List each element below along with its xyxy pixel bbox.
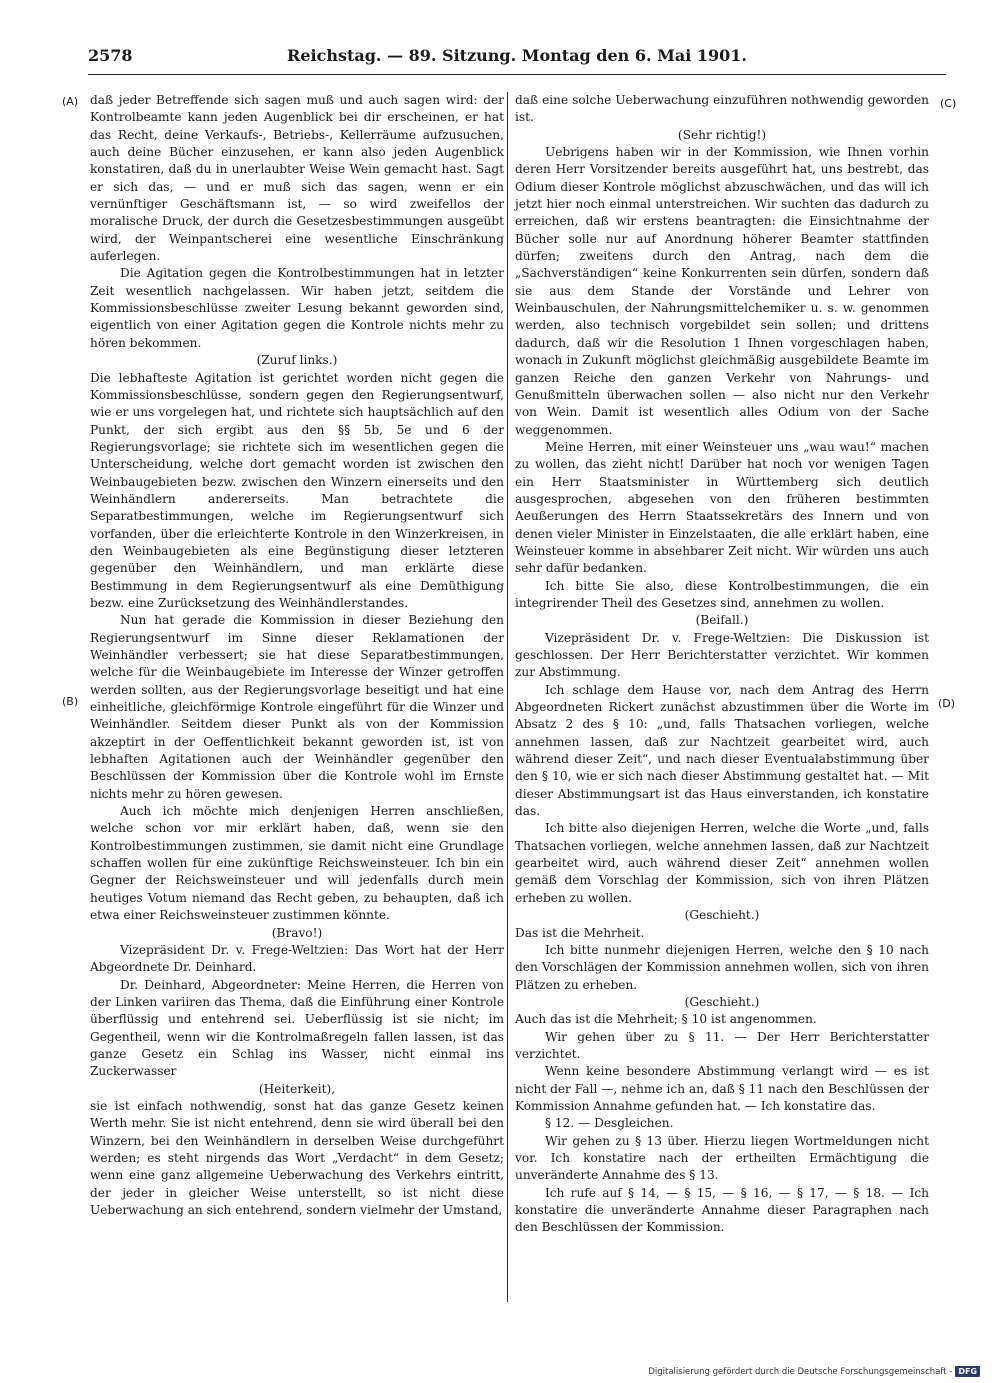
- right-column: [515, 92, 929, 1237]
- paragraph: sie ist einfach nothwendig, sonst hat das ganze Gesetz keinen Werth mehr. Sie ist nicht entehrend, denn sie wird überall bei den Winzern, bei den Weinhändlern in derselben Weise durchgeführt werden; es steht nirgends das Wort „Verdacht“ in dem Gesetz; wenn eine ganz allgemeine Ueberwachung des Verkehrs eintritt, der jeder in gleicher Weise unterstellt, so ist nicht diese Ueberwachung an sich entehrend, sondern vielmehr der Umstand,: [90, 1098, 504, 1217]
- page-footer: [648, 1366, 980, 1377]
- paragraph: Uebrigens haben wir in der Kommission, wie Ihnen vorhin deren Herr Vorsitzender bereits ausgeführt hat, uns bestrebt, das Odium dieser Kontrole möglichst abzuschwächen, und das will ich jetzt hier noch einmal unterstreichen. Wir suchten das dadurch zu erreichen, daß wir erstens beantragten: die Einsichtnahme der Bücher solle nur auf Anordnung höherer Beamter stattfinden dürfen; zweitens durch den Antrag, nach dem die „Sachverständigen“ keine Konkurrenten sein dürfen, sondern daß sie aus dem Stande der Vorstände und Lehrer von Weinbauschulen, der Nahrungsmittelchemiker u. s. w. genommen werden, also technisch vorgebildet sein sollen; und drittens dadurch, daß wir die Resolution 1 Ihnen vorgeschlagen haben, wonach in Zukunft möglichst gleichmäßig ausgebildete Beamte im ganzen Reiche den ganzen Verkehr von Nahrungs- und Genußmitteln überwachen sollen — also nicht nur den Verkehr von Wein. Damit ist wesentlich alles Odium von der Sache weggenommen.: [515, 145, 929, 437]
- page-number: 2578: [88, 46, 133, 65]
- interjection: (Sehr richtig!): [677, 127, 767, 142]
- header-rule: [88, 74, 946, 75]
- paragraph: Auch ich möchte mich denjenigen Herren anschließen, welche schon vor mir erklärt haben, daß, wenn sie den Kontrolbestimmungen zustimmen, sie damit nicht eine Grundlage schaffen wollen für eine zukünftige Reichsweinsteuer. Ich bin ein Gegner der Reichsweinsteuer und will jedenfalls durch mein heutiges Votum niemand das Recht geben, zu behaupten, daß ich etwa einer Reichsweinsteuer zustimmen könnte.: [90, 804, 504, 923]
- paragraph: daß eine solche Ueberwachung einzuführen nothwendig geworden ist.: [515, 93, 929, 125]
- interjection: (Bravo!): [271, 925, 323, 940]
- paragraph: Ich schlage dem Hause vor, nach dem Antrag des Herrn Abgeordneten Rickert zunächst abzustimmen über die Worte im Absatz 2 des § 10: „und, falls Thatsachen vorliegen, welche annehmen lassen, daß zur Nachtzeit gearbeitet wird, auch während dieser Zeit“, und nach dieser Eventualabstimmung über den § 10, wie er sich nach dieser Abstimmung gestaltet hat. — Mit dieser Abstimmungsart ist das Haus einverstanden, ich konstatire das.: [515, 682, 929, 819]
- paragraph: Ich bitte nunmehr diejenigen Herren, welche den § 10 nach den Vorschlägen der Kommission annehmen wollen, sich von ihren Plätzen zu erheben.: [515, 942, 929, 992]
- interjection: (Geschieht.): [684, 908, 760, 923]
- paragraph: Die lebhafteste Agitation ist gerichtet worden nicht gegen die Kommissionsbeschlüsse, sondern gegen den Regierungsentwurf, wie er uns vorgelegen hat, und richtete sich hauptsächlich auf den Punkt, der sich ergibt aus den §§ 5b, 5e und 6 der Regierungsvorlage; sie richtete sich im wesentlichen gegen die Unterscheidung, welche dort gemacht worden ist zwischen den Weinbaugebieten bezw. zwischen den Winzern einerseits und den Weinhändlern andererseits. Man betrachtete die Separatbestimmungen, welche im Regierungsentwurf sich vorfanden, über die erleichterte Kontrole in den Winzerkreisen, in den Weinbaugebieten als eine Begünstigung dieser letzteren gegenüber den Weinhändlern, und man erklärte diese Bestimmung in dem Regierungsentwurf als eine Demüthigung bezw. eine Zurücksetzung des Weinhändlerstandes.: [90, 370, 504, 610]
- paragraph: Meine Herren, mit einer Weinsteuer uns „wau wau!“ machen zu wollen, das zieht nicht! Darüber hat noch vor wenigen Tagen ein Herr Staatsminister in Württemberg sich deutlich ausgesprochen, abgesehen von den früheren bestimmten Aeußerungen des Herrn Staatssekretärs des Innern und von denen vieler Minister in Einzelstaaten, die alle erklärt haben, eine Weinsteuer komme in absehbarer Zeit nicht. Wir würden uns auch sehr dafür bedanken.: [515, 439, 929, 576]
- paragraph: § 12. — Desgleichen.: [545, 1116, 674, 1131]
- margin-marker-c: (C): [940, 97, 957, 110]
- speaker-paragraph: Dr. Deinhard, Abgeordneter: Meine Herren, die Herren von der Linken variiren das Thema, daß die Einführung einer Kontrole überflüssig und entehrend sei. Ueberflüssig ist sie nicht; im Gegentheil, wenn wir die Kontrolmaßregeln fallen lassen, ist das ganze Gesetz ein Schlag ins Wasser, nicht einmal ins Zuckerwasser: [90, 977, 504, 1079]
- margin-marker-a: (A): [62, 95, 79, 108]
- running-title: Reichstag. — 89. Sitzung. Montag den 6. Mai 1901.: [287, 46, 747, 65]
- speaker-paragraph: Vizepräsident Dr. v. Frege-Weltzien: Die Diskussion ist geschlossen. Der Herr Berichterstatter verzichtet. Wir kommen zur Abstimmung.: [515, 630, 929, 680]
- left-column: [90, 92, 504, 1219]
- margin-marker-b: (B): [62, 695, 79, 708]
- paragraph: Wir gehen über zu § 11. — Der Herr Berichterstatter verzichtet.: [515, 1029, 929, 1061]
- interjection: (Zuruf links.): [256, 353, 338, 368]
- interjection: (Geschieht.): [684, 994, 760, 1009]
- paragraph: Auch das ist die Mehrheit; § 10 ist angenommen.: [515, 1012, 817, 1027]
- paragraph: Wenn keine besondere Abstimmung verlangt wird — es ist nicht der Fall —, nehme ich an, daß § 11 nach den Beschlüssen der Kommission Annahme gefunden hat. — Ich konstatire das.: [515, 1064, 929, 1113]
- paragraph: Ich rufe auf § 14, — § 15, — § 16, — § 17, — § 18. — Ich konstatire die unveränderte Annahme dieser Paragraphen nach den Beschlüssen der Kommission.: [515, 1185, 929, 1235]
- paragraph: daß jeder Betreffende sich sagen muß und auch sagen wird: der Kontrolbeamte kann jeden Augenblick bei dir erscheinen, er hat das Recht, deine Verkaufs-, Betriebs-, Kellerräume aufzusuchen, auch deine Bücher einzusehen, er kann also jeden Augenblick konstatiren, daß du in unerlaubter Weise Wein gemacht hast. Sagt er sich das, — und er muß sich das sagen, wenn er ein vernünftiger Geschäftsmann ist, — so wird zweifellos der moralische Druck, der durch die Gesetzesbestimmungen ausgeübt wird, der Weinpantscherei eine wesentliche Einschränkung auferlegen.: [90, 93, 504, 264]
- footer-credit: Digitalisierung gefördert durch die Deutsche Forschungsgemeinschaft -: [648, 1366, 953, 1377]
- page-header: [88, 44, 946, 72]
- interjection: (Heiterkeit),: [258, 1081, 336, 1096]
- paragraph: Das ist die Mehrheit.: [515, 925, 645, 940]
- column-divider: [507, 92, 508, 1302]
- paragraph: Die Agitation gegen die Kontrolbestimmungen hat in letzter Zeit wesentlich nachgelassen. Wir haben jetzt, seitdem die Kommissionsbeschlüsse zweiter Lesung bekannt geworden sind, eigentlich von einer Agitation gegen die Kontrole nichts mehr zu hören bekommen.: [90, 266, 504, 350]
- paragraph: Wir gehen zu § 13 über. Hierzu liegen Wortmeldungen nicht vor. Ich konstatire nach der ertheilten Ermächtigung die unveränderte Annahme des § 13.: [515, 1133, 929, 1183]
- paragraph: Ich bitte Sie also, diese Kontrolbestimmungen, die ein integrirender Theil des Gesetzes sind, annehmen zu wollen.: [515, 578, 929, 610]
- speaker-paragraph: Vizepräsident Dr. v. Frege-Weltzien: Das Wort hat der Herr Abgeordnete Dr. Deinhard.: [90, 942, 504, 975]
- paragraph: Nun hat gerade die Kommission in dieser Beziehung den Regierungsentwurf im Sinne dieser Reklamationen der Weinhändler verbessert; sie hat diese Separatbestimmungen, welche für die Weinbaugebiete im Interesse der Winzer getroffen werden sollten, aus der Regierungsvorlage beseitigt und hat eine einheitliche, gleichförmige Kontrole eingeführt für die Winzer und Weinhändler. Seitdem dieser Punkt als von der Kommission akzeptirt in der Oeffentlichkeit bekannt geworden ist, ist von lebhaften Agitationen auch der Weinhändler gegenüber den Beschlüssen der Kommission über die Kontrole wohl im Ernste nichts mehr zu hören gewesen.: [90, 613, 504, 801]
- paragraph: Ich bitte also diejenigen Herren, welche die Worte „und, falls Thatsachen vorliegen, welche annehmen lassen, daß zur Nachtzeit gearbeitet wird, auch während dieser Zeit“ annehmen wollen gemäß dem Vorschlag der Kommission, sich von ihren Plätzen erheben zu wollen.: [515, 821, 929, 905]
- dfg-logo-icon: DFG: [955, 1366, 980, 1377]
- interjection: (Beifall.): [695, 613, 749, 628]
- margin-marker-d: (D): [938, 697, 956, 710]
